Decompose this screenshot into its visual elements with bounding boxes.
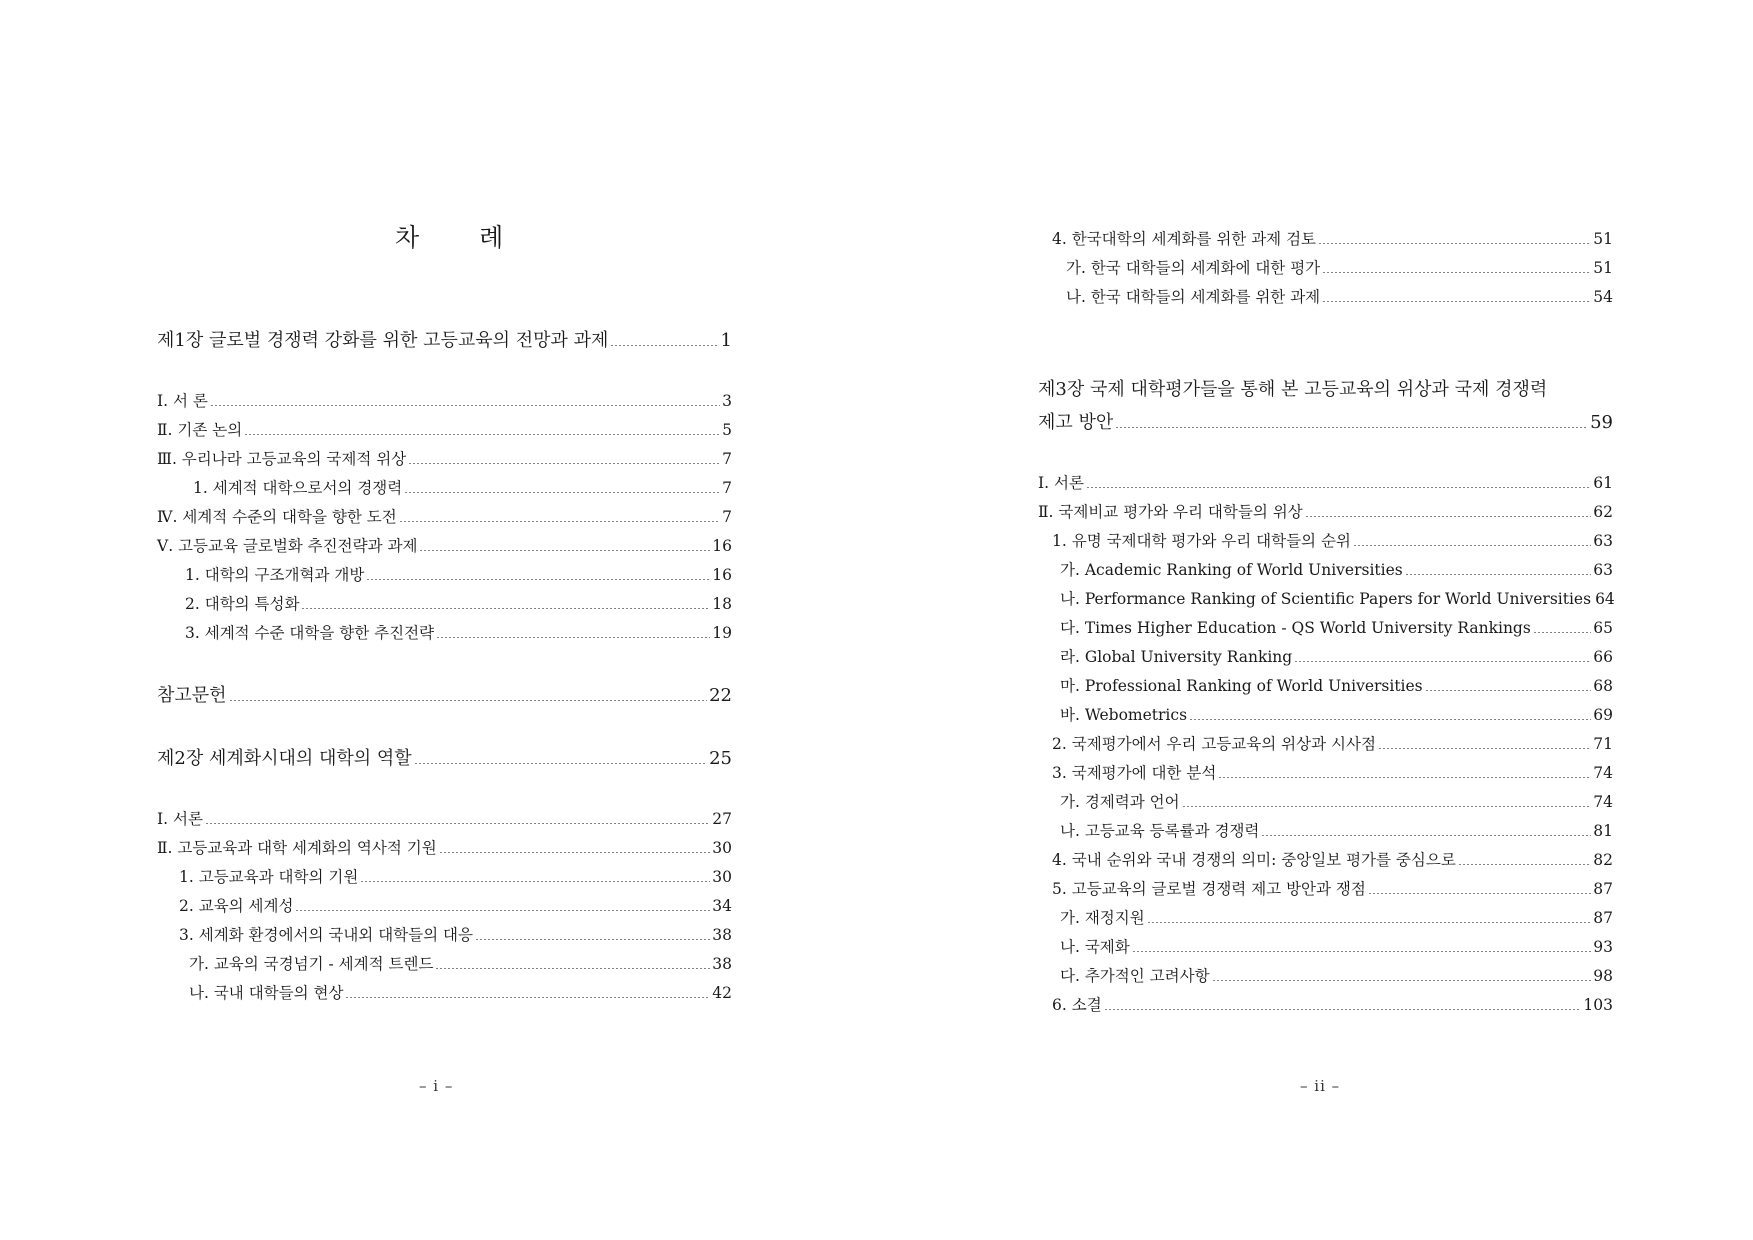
toc-entry xyxy=(1052,877,1613,899)
toc-entry-label: 1. 세계적 대학으로서의 경쟁력 xyxy=(193,479,403,497)
toc-entry-label: 참고문헌 xyxy=(157,685,227,706)
toc-page-number: 5 xyxy=(722,421,732,439)
toc-entry xyxy=(157,534,732,556)
toc-entry xyxy=(1066,285,1613,307)
dot-leader xyxy=(419,550,710,551)
toc-entry xyxy=(157,447,732,469)
dot-leader xyxy=(1353,545,1591,546)
toc-page-number: 61 xyxy=(1593,474,1613,492)
toc-chapter-entry xyxy=(1038,408,1613,434)
toc-page-number: 87 xyxy=(1593,909,1613,927)
dot-leader xyxy=(360,881,710,882)
dot-leader xyxy=(1182,806,1592,807)
toc-page-number: 63 xyxy=(1593,561,1613,579)
toc-chapter-entry xyxy=(157,326,732,352)
dot-leader xyxy=(1378,748,1591,749)
toc-entry-label: 2. 국제평가에서 우리 고등교육의 위상과 시사점 xyxy=(1052,735,1376,753)
toc-page-number: 38 xyxy=(712,955,732,973)
toc-entry-label: 가. Academic Ranking of World Universities xyxy=(1060,561,1403,579)
toc-entry-label: 나. 국내 대학들의 현상 xyxy=(189,984,344,1002)
toc-entry xyxy=(1052,732,1613,754)
dot-leader xyxy=(414,763,707,764)
toc-entry-label: Ⅱ. 기존 논의 xyxy=(157,421,243,439)
dot-leader xyxy=(1132,951,1592,952)
toc-page-number: 74 xyxy=(1593,793,1613,811)
toc-entry-label: 1. 유명 국제대학 평가와 우리 대학들의 순위 xyxy=(1052,532,1351,550)
dot-leader xyxy=(1212,980,1592,981)
toc-entry xyxy=(1060,674,1613,696)
toc-title-char: 례 xyxy=(479,223,506,252)
toc-entry-label: 가. 재정지원 xyxy=(1060,909,1145,927)
toc-entry-label: 제1장 글로벌 경쟁력 강화를 위한 고등교육의 전망과 과제 xyxy=(157,330,609,351)
toc-page-number: 19 xyxy=(712,624,732,642)
toc-page-number: 68 xyxy=(1593,677,1613,695)
toc-entry xyxy=(1038,500,1613,522)
page-number-footer: – i – xyxy=(419,1077,454,1095)
toc-entry xyxy=(189,981,732,1003)
toc-entry-label: Ⅳ. 세계적 수준의 대학을 향한 도전 xyxy=(157,508,397,526)
dot-leader xyxy=(1115,427,1588,428)
toc-title xyxy=(395,218,505,254)
toc-entry-label: 나. 고등교육 등록률과 경쟁력 xyxy=(1060,822,1260,840)
toc-page-number: 25 xyxy=(709,748,732,769)
toc-page-number: 34 xyxy=(712,897,732,915)
toc-entry-label: 4. 국내 순위와 국내 경쟁의 의미: 중앙일보 평가를 중심으로 xyxy=(1052,851,1456,869)
toc-page-number: 64 xyxy=(1595,590,1615,608)
toc-page-number: 16 xyxy=(712,537,732,555)
toc-entry xyxy=(1052,993,1613,1015)
toc-entry-label: Ⅰ. 서론 xyxy=(157,810,203,828)
toc-entry-label: 제3장 국제 대학평가들을 통해 본 고등교육의 위상과 국제 경쟁력 xyxy=(1038,379,1548,400)
dot-leader xyxy=(366,579,710,580)
toc-entry xyxy=(1060,790,1613,812)
page-number-footer: – ii – xyxy=(1300,1077,1341,1095)
dot-leader xyxy=(1294,661,1591,662)
dot-leader xyxy=(399,521,720,522)
dot-leader xyxy=(404,492,720,493)
dot-leader xyxy=(439,852,711,853)
dot-leader xyxy=(301,608,710,609)
toc-page-number: 7 xyxy=(722,479,732,497)
toc-entry-label: Ⅰ. 서론 xyxy=(1038,474,1084,492)
toc-entry-label: 다. 추가적인 고려사항 xyxy=(1060,967,1210,985)
toc-page-number: 42 xyxy=(712,984,732,1002)
toc-entry-label: 라. Global University Ranking xyxy=(1060,648,1293,666)
toc-entry-label: 나. 한국 대학들의 세계화를 위한 과제 xyxy=(1066,288,1321,306)
toc-entry xyxy=(157,505,732,527)
toc-entry xyxy=(1038,471,1613,493)
dot-leader xyxy=(210,405,720,406)
toc-entry xyxy=(1052,227,1613,249)
toc-entry-label: 가. 교육의 국경넘기 - 세계적 트렌드 xyxy=(189,955,434,973)
dot-leader xyxy=(408,463,720,464)
toc-entry xyxy=(157,389,732,411)
toc-page-number: 16 xyxy=(712,566,732,584)
toc-page-number: 66 xyxy=(1593,648,1613,666)
toc-entry-label: 3. 세계적 수준 대학을 향한 추진전략 xyxy=(185,624,435,642)
toc-entry xyxy=(1060,587,1613,609)
toc-entry-label: 2. 교육의 세계성 xyxy=(179,897,294,915)
dot-leader xyxy=(205,823,710,824)
toc-entry xyxy=(1060,935,1613,957)
dot-leader xyxy=(436,637,710,638)
toc-entry xyxy=(193,476,732,498)
toc-entry xyxy=(179,923,732,945)
dot-leader xyxy=(1533,632,1591,633)
toc-entry-label: Ⅰ. 서 론 xyxy=(157,392,208,410)
dot-leader xyxy=(1305,516,1592,517)
toc-entry xyxy=(185,592,732,614)
toc-page-number: 51 xyxy=(1593,259,1613,277)
toc-page-number: 98 xyxy=(1593,967,1613,985)
dot-leader xyxy=(1218,777,1591,778)
toc-entry-label: 가. 한국 대학들의 세계화에 대한 평가 xyxy=(1066,259,1321,277)
dot-leader xyxy=(1322,301,1591,302)
toc-page-number: 7 xyxy=(722,450,732,468)
toc-entry-label: 나. Performance Ranking of Scientific Papers for World Universities xyxy=(1060,590,1592,608)
toc-entry xyxy=(179,865,732,887)
dot-leader xyxy=(1147,922,1592,923)
toc-entry-label: 2. 대학의 특성화 xyxy=(185,595,300,613)
toc-entry-label: 6. 소결 xyxy=(1052,996,1102,1014)
toc-page-number: 87 xyxy=(1593,880,1613,898)
toc-chapter-entry xyxy=(157,744,732,770)
dot-leader xyxy=(1322,272,1591,273)
toc-entry-label: 3. 세계화 환경에서의 국내외 대학들의 대응 xyxy=(179,926,473,944)
left-page xyxy=(0,0,876,1240)
dot-leader xyxy=(1458,864,1591,865)
toc-entry-label: Ⅱ. 고등교육과 대학 세계화의 역사적 기원 xyxy=(157,839,437,857)
toc-page-number: 51 xyxy=(1593,230,1613,248)
toc-title-char: 차 xyxy=(395,223,422,252)
toc-entry-label: 1. 대학의 구조개혁과 개방 xyxy=(185,566,365,584)
toc-entry-label: 제2장 세계화시대의 대학의 역할 xyxy=(157,748,412,769)
toc-page-number: 38 xyxy=(712,926,732,944)
toc-chapter-entry xyxy=(1038,375,1613,401)
toc-page-number: 103 xyxy=(1583,996,1613,1014)
toc-entry xyxy=(1060,558,1613,580)
toc-entry-label: 4. 한국대학의 세계화를 위한 과제 검토 xyxy=(1052,230,1317,248)
toc-page-number: 71 xyxy=(1593,735,1613,753)
toc-entry xyxy=(157,836,732,858)
toc-page-number: 1 xyxy=(720,330,732,351)
toc-page-number: 59 xyxy=(1590,412,1613,433)
dot-leader xyxy=(435,968,710,969)
dot-leader xyxy=(244,434,720,435)
toc-entry xyxy=(157,418,732,440)
toc-entry xyxy=(185,621,732,643)
toc-entry xyxy=(157,807,732,829)
toc-page-number: 30 xyxy=(712,839,732,857)
dot-leader xyxy=(1425,690,1592,691)
toc-page-number: 7 xyxy=(722,508,732,526)
dot-leader xyxy=(475,939,710,940)
toc-page-number: 69 xyxy=(1593,706,1613,724)
toc-entry xyxy=(185,563,732,585)
toc-entry-label: 제고 방안 xyxy=(1038,412,1114,433)
toc-entry xyxy=(1060,906,1613,928)
dot-leader xyxy=(1189,719,1591,720)
toc-entry xyxy=(189,952,732,974)
dot-leader xyxy=(1318,243,1591,244)
toc-entry-label: Ⅴ. 고등교육 글로벌화 추진전략과 과제 xyxy=(157,537,418,555)
toc-page-number: 54 xyxy=(1593,288,1613,306)
toc-page-number: 65 xyxy=(1593,619,1613,637)
dot-leader xyxy=(345,997,710,998)
dot-leader xyxy=(1261,835,1591,836)
dot-leader xyxy=(1405,574,1592,575)
toc-entry xyxy=(1060,819,1613,841)
toc-entry xyxy=(1066,256,1613,278)
toc-page-number: 62 xyxy=(1593,503,1613,521)
toc-entry-label: 마. Professional Ranking of World Universities xyxy=(1060,677,1423,695)
toc-entry xyxy=(1052,848,1613,870)
toc-page-number: 63 xyxy=(1593,532,1613,550)
toc-entry-label: 1. 고등교육과 대학의 기원 xyxy=(179,868,359,886)
toc-page-number: 93 xyxy=(1593,938,1613,956)
dot-leader xyxy=(1086,487,1591,488)
toc-chapter-entry xyxy=(157,681,732,707)
dot-leader xyxy=(229,700,708,701)
toc-entry-label: 3. 국제평가에 대한 분석 xyxy=(1052,764,1217,782)
toc-entry-label: Ⅱ. 국제비교 평가와 우리 대학들의 위상 xyxy=(1038,503,1303,521)
toc-page-number: 82 xyxy=(1593,851,1613,869)
toc-entry-label: Ⅲ. 우리나라 고등교육의 국제적 위상 xyxy=(157,450,407,468)
toc-page-number: 27 xyxy=(712,810,732,828)
dot-leader xyxy=(610,345,718,346)
dot-leader xyxy=(295,910,710,911)
toc-entry xyxy=(1060,703,1613,725)
toc-entry-label: 나. 국제화 xyxy=(1060,938,1130,956)
toc-entry-label: 바. Webometrics xyxy=(1060,706,1188,724)
toc-entry-label: 다. Times Higher Education - QS World University Rankings xyxy=(1060,619,1531,637)
toc-entry xyxy=(179,894,732,916)
toc-entry xyxy=(1060,645,1613,667)
toc-entry xyxy=(1052,761,1613,783)
toc-entry xyxy=(1060,964,1613,986)
dot-leader xyxy=(1368,893,1591,894)
toc-entry xyxy=(1060,616,1613,638)
toc-page-number: 18 xyxy=(712,595,732,613)
toc-entry xyxy=(1052,529,1613,551)
dot-leader xyxy=(1104,1009,1582,1010)
toc-page-number: 74 xyxy=(1593,764,1613,782)
toc-page-number: 30 xyxy=(712,868,732,886)
toc-page-number: 3 xyxy=(722,392,732,410)
toc-page-number: 81 xyxy=(1593,822,1613,840)
toc-entry-label: 5. 고등교육의 글로벌 경쟁력 제고 방안과 쟁점 xyxy=(1052,880,1366,898)
toc-entry-label: 가. 경제력과 언어 xyxy=(1060,793,1180,811)
right-page xyxy=(877,0,1753,1240)
toc-page-number: 22 xyxy=(709,685,732,706)
